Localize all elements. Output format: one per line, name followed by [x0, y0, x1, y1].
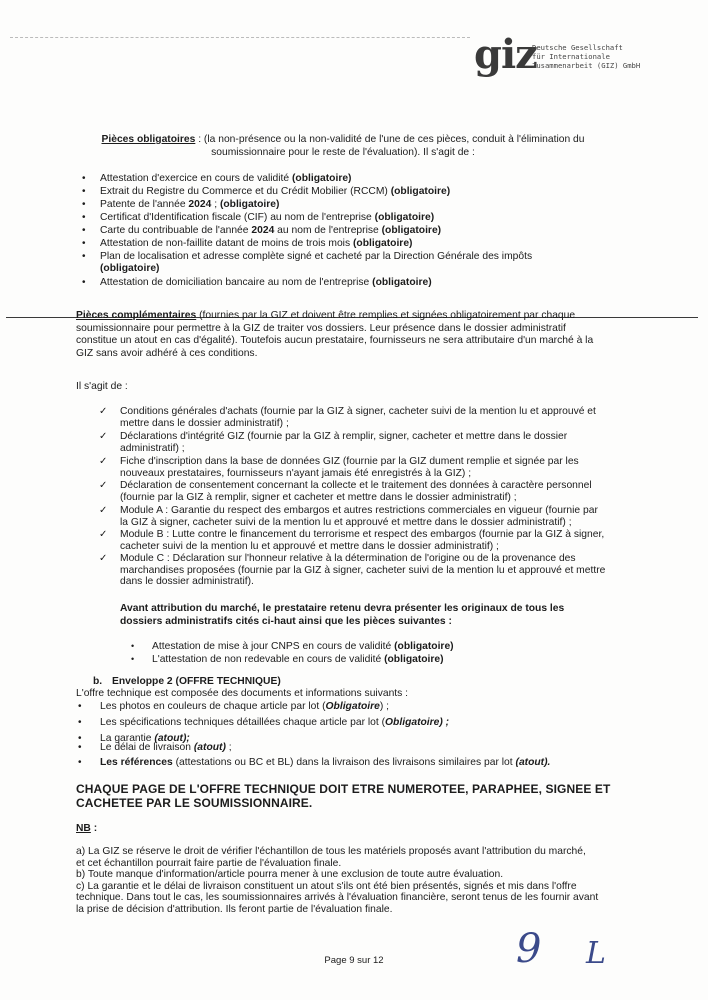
check-icon: ✓: [99, 505, 108, 516]
complementary-intro: Pièces complémentaires (fournies par la GIZ et doivent être remplies et signées obligatoirement par chaque soumissionnaire pour permettre à la GIZ de traiter vos dossiers. Leur présence dans le dossier administratif constitue un atout en cas d'égalité). Toutefois aucun prestataire, fournisseurs ne sera attributaire d'un marché à la GIZ sans avoir adhéré à ces conditions.: [76, 310, 594, 359]
list-item: • Patente de l'année 2024 ; (obligatoire): [100, 199, 610, 211]
caps-notice: CHAQUE PAGE DE L'OFFRE TECHNIQUE DOIT ETRE NUMEROTEE, PARAPHEE, SIGNEE ET CACHETEE PAR LE SOUMISSIONNAIRE.: [76, 782, 611, 810]
check-icon: ✓: [99, 406, 108, 417]
check-item: ✓ Fiche d'inscription dans la base de données GIZ (fournie par la GIZ dument remplie et signée par les nouveaux prestataires, fournisseurs n'ayant jamais été enregistrés à la GIZ) ;: [99, 456, 579, 479]
complementary-heading: Pièces complémentaires: [76, 310, 197, 321]
envelope2-label: b.: [93, 676, 103, 687]
list-item: • La garantie (atout);: [100, 733, 610, 745]
list-item: • Attestation de non-faillite datant de moins de trois mois (obligatoire): [100, 238, 610, 250]
obligatory-intro-2: soumissionnaire pour le reste de l'évaluation). Il s'agit de :: [211, 146, 475, 158]
before-award-note: Avant attribution du marché, le prestataire retenu devra présenter les originaux de tous les dossiers administratifs cités ci-haut ainsi que les pièces suivantes :: [120, 603, 565, 627]
check-item: ✓ Module B : Lutte contre le financement du terrorisme et respect des embargos (fournie par la GIZ à signer, cacheter suivi de la mention lu et approuvé et mettre dans le dossier administratif) ;: [99, 529, 605, 552]
org-line: für Internationale: [532, 52, 610, 61]
list-item: • Les spécifications techniques détaillées chaque article par lot (Obligatoire) ;: [100, 717, 610, 729]
check-icon: ✓: [99, 553, 108, 564]
list-item: • Le délai de livraison (atout) ;: [100, 742, 610, 754]
obligatory-intro-1: : (la non-présence ou la non-validité de l'une de ces pièces, conduit à l'élimination du: [195, 134, 585, 145]
list-item: • Plan de localisation et adresse complète signé et cacheté par la Direction Générale des impôts (obligatoire): [100, 251, 610, 275]
list-item: • Attestation de mise à jour CNPS en cours de validité (obligatoire): [152, 641, 612, 653]
scan-artifact-line: [10, 37, 470, 38]
check-item: ✓ Déclaration de consentement concernant la collecte et le traitement des données à caractère personnel (fournie par la GIZ à remplir, signer et cacheter et mettre dans le dossier administratif) ;: [99, 480, 592, 503]
org-line: Zusammenarbeit (GIZ) GmbH: [532, 61, 641, 70]
list-item: • Attestation de domiciliation bancaire au nom de l'entreprise (obligatoire): [100, 277, 610, 289]
handwritten-initial: 9: [516, 926, 542, 972]
check-item: ✓ Conditions générales d'achats (fournie par la GIZ à signer, cacheter suivi de la mention lu et approuvé et mettre dans le dossier administratif) ;: [99, 406, 596, 429]
handwritten-initial: L: [586, 936, 606, 971]
check-item: ✓ Module C : Déclaration sur l'honneur relative à la détermination de l'origine ou de la provenance des marchandises proposées (fournie par la GIZ à signer, cacheter suivi de la mention lu et approuvé et mettre dans le dossier administratif).: [99, 553, 606, 587]
envelope2-intro: L'offre technique est composée des documents et informations suivants :: [76, 688, 409, 699]
page-number: Page 9 sur 12: [324, 955, 384, 966]
check-item: ✓ Module A : Garantie du respect des embargos et autres restrictions commerciales en vigueur (fournie par la GIZ à signer, cacheter suivi de la mention lu et approuvé et mettre dans le dossier administratif) ;: [99, 505, 598, 528]
org-line: Deutsche Gesellschaft: [532, 43, 623, 52]
list-item: • Attestation d'exercice en cours de validité (obligatoire): [100, 173, 610, 185]
il-s-agit-label: Il s'agit de :: [76, 381, 128, 392]
list-item: • Les photos en couleurs de chaque article par lot (Obligatoire) ;: [100, 701, 610, 713]
obligatory-heading: Pièces obligatoires: [101, 134, 196, 145]
check-icon: ✓: [99, 456, 108, 467]
nb-heading: NB :: [76, 823, 98, 834]
list-item: • Les références (attestations ou BC et BL) dans la livraison des livraisons similaires par lot (atout).: [100, 757, 610, 769]
check-icon: ✓: [99, 529, 108, 540]
giz-logo-wordmark: giz: [474, 31, 537, 78]
org-name: [532, 43, 640, 70]
check-icon: ✓: [99, 480, 108, 491]
obligatory-intro: [76, 134, 610, 159]
nb-text: a) La GIZ se réserve le droit de vérifier l'échantillon de tous les matériels proposés avant l'attribution du marché, et cet échantillon pourrait faire partie de l'évaluation finale. b) Toute manque d'information/article pourra mener à une exclusion de toute autre évaluation. c) La garantie et le délai de livraison constituent un atout s'ils ont été bien présentés, signés et mis dans l'offre technique. Dans tout le cas, les soumissionnaires arrivés à l'évaluation financière, seront tenus de les fournir avant la prise de décision d'attribution. Ils feront partie de l'évaluation finale.: [76, 846, 599, 915]
list-item: • Extrait du Registre du Commerce et du Crédit Mobilier (RCCM) (obligatoire): [100, 186, 610, 198]
check-icon: ✓: [99, 431, 108, 442]
check-item: ✓ Déclarations d'intégrité GIZ (fournie par la GIZ à remplir, signer, cacheter et mettre dans le dossier administratif) ;: [99, 431, 568, 454]
list-item: • L'attestation de non redevable en cours de validité (obligatoire): [152, 654, 612, 666]
list-item: • Carte du contribuable de l'année 2024 au nom de l'entreprise (obligatoire): [100, 225, 610, 237]
envelope2-title: Enveloppe 2 (OFFRE TECHNIQUE): [112, 676, 281, 687]
giz-logo: [474, 31, 664, 78]
list-item: • Certificat d'Identification fiscale (CIF) au nom de l'entreprise (obligatoire): [100, 212, 610, 224]
